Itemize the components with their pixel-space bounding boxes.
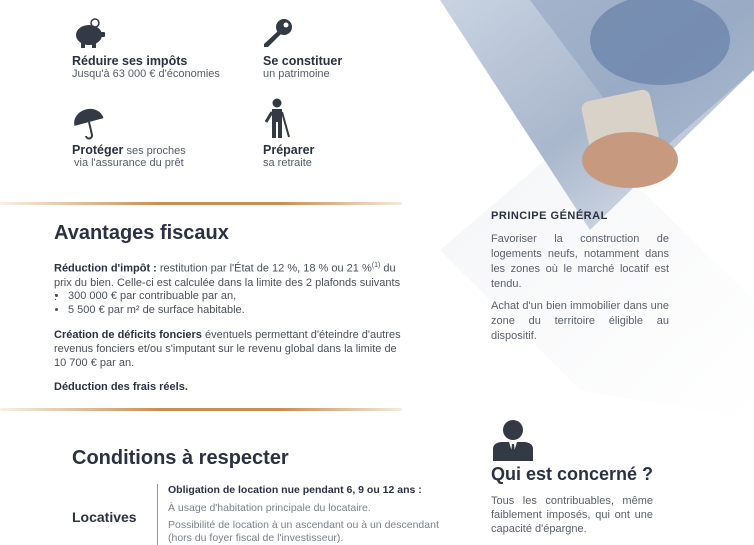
divider-bottom [0, 408, 402, 411]
divider-top [0, 202, 402, 205]
list-item: • 5 500 € par m² de surface habitable. [68, 303, 408, 317]
benefit-title: Réduire ses impôts [72, 54, 188, 68]
conditions-item: À usage d'habitation principale du locataire. [168, 502, 371, 514]
principe-heading: PRINCIPE GÉNÉRAL [491, 210, 608, 222]
benefit-subtitle: via l'assurance du prêt [74, 157, 184, 169]
deficits-text: éventuels permettant d'éteindre d'autres revenus fonciers et/ou s'imputant sur le revenu global dans la limite de 10 700 € par an. [54, 329, 401, 369]
benefit-title-rest: ses proches [123, 145, 186, 157]
principe-p1: Favoriser la construction de logements neufs, notamment dans les zones où le marché locatif est tendu. [491, 233, 669, 290]
conditions-row-content [168, 484, 440, 545]
benefit-subtitle: un patrimoine [263, 68, 330, 80]
benefit-subtitle: Jusqu'à 63 000 € d'économies [72, 68, 220, 80]
list-item: • 300 000 € par contribuable par an, [68, 289, 408, 303]
concerne-heading: Qui est concerné ? [491, 464, 654, 484]
avantages-heading: Avantages fiscaux [54, 222, 229, 244]
benefit-patrimoine [263, 54, 342, 80]
golfer-icon [262, 98, 292, 140]
concerne-text: Tous les contribuables, même faiblement imposés, qui ont une capacité d'épargne. [491, 495, 653, 535]
benefit-title: Se constituer [263, 54, 343, 68]
conditions-heading: Conditions à respecter [72, 447, 289, 469]
reduction-label: Réduction d'impôt : [54, 262, 157, 275]
key-icon [262, 16, 296, 50]
principe-p2: Achat d'un bien immobilier dans une zone du territoire éligible au dispositif. [491, 300, 669, 342]
umbrella-icon [72, 106, 106, 140]
benefit-proteger [72, 143, 186, 169]
reduction-text: restitution par l'État de 12 %, 18 % ou 21 % [156, 262, 372, 275]
benefit-subtitle: sa retraite [263, 157, 312, 169]
reduction-text-2: du prix du bien. Celle-ci est calculée dans la limite des 2 plafonds suivants : [54, 262, 401, 303]
footnote-ref: (1) [371, 262, 381, 269]
conditions-row-title: Obligation de location nue pendant 6, 9 ou 12 ans : [168, 484, 422, 496]
deficits-label: Création de déficits fonciers [54, 329, 202, 341]
avantages-frais [54, 380, 188, 394]
conditions-separator [157, 484, 158, 545]
plafonds-list [54, 289, 408, 317]
photo-person-phone [440, 0, 754, 230]
businessman-icon [491, 419, 535, 461]
avantages-deficits [54, 328, 406, 370]
benefit-title: Protéger [72, 143, 124, 157]
frais-label: Déduction des frais réels. [54, 381, 188, 393]
conditions-row-label: Locatives [72, 509, 137, 525]
benefit-reduire [72, 54, 220, 80]
conditions-item: Possibilité de location à un ascendant ou à un descendant (hors du foyer fiscal de l'investisseur). [168, 519, 439, 544]
benefit-retraite [263, 143, 314, 169]
benefit-title: Préparer [263, 143, 315, 157]
piggy-bank-icon [72, 14, 108, 50]
